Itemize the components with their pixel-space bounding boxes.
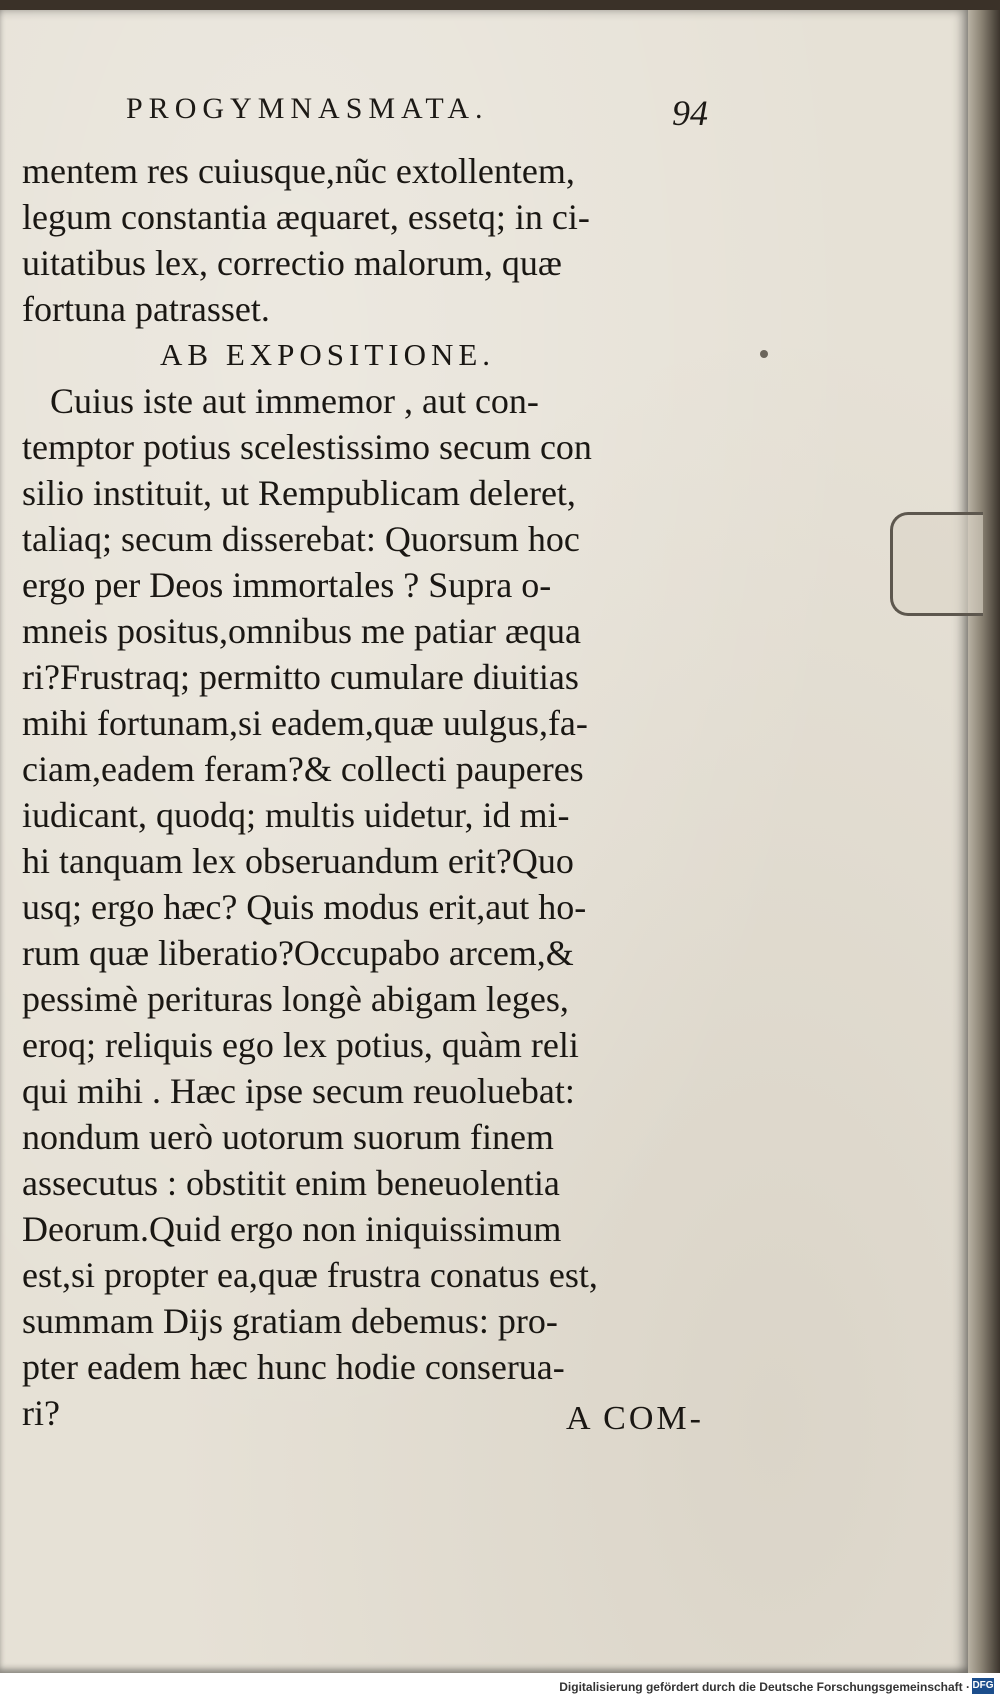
- ink-spot: [760, 350, 768, 358]
- text-line: summam Dijs gratiam debemus: pro-: [22, 1301, 558, 1341]
- text-line: ergo per Deos immortales ? Supra o-: [22, 565, 552, 605]
- text-line: temptor potius scelestissimo secum con: [22, 427, 592, 467]
- text-line: mihi fortunam,si eadem,quæ uulgus,fa-: [22, 703, 588, 743]
- text-line: rum quæ liberatio?Occupabo arcem,&: [22, 933, 574, 973]
- text-line: ri?Frustraq; permitto cumulare diuitias: [22, 657, 579, 697]
- text-line: qui mihi . Hæc ipse secum reuoluebat:: [22, 1071, 575, 1111]
- text-line: iudicant, quodq; multis uidetur, id mi-: [22, 795, 570, 835]
- text-line: Deorum.Quid ergo non iniquissimum: [22, 1209, 562, 1249]
- section-heading: AB EXPOSITIONE.: [160, 337, 496, 372]
- text-line: ri?: [22, 1393, 60, 1433]
- text-line: mentem res cuiusque,nũc extollentem,: [22, 151, 575, 191]
- funding-credit: Digitalisierung gefördert durch die Deutsche Forschungsgemeinschaft ·: [559, 1680, 970, 1694]
- page-number: 94: [672, 93, 708, 133]
- page-clip: [890, 512, 983, 616]
- text-line: est,si propter ea,quæ frustra conatus est,: [22, 1255, 598, 1295]
- page-edge: [968, 10, 1000, 1673]
- dfg-logo: DFG: [972, 1678, 994, 1694]
- text-line: taliaq; secum disserebat: Quorsum hoc: [22, 519, 580, 559]
- text-line: silio instituit, ut Rempublicam deleret,: [22, 473, 576, 513]
- text-line: hi tanquam lex obseruandum erit?Quo: [22, 841, 574, 881]
- text-line: ciam,eadem feram?& collecti pauperes: [22, 749, 584, 789]
- text-line: Cuius iste aut immemor , aut con-: [50, 381, 539, 421]
- text-line: eroq; reliquis ego lex potius, quàm reli: [22, 1025, 579, 1065]
- text-line: pter eadem hæc hunc hodie conserua-: [22, 1347, 565, 1387]
- text-line: usq; ergo hæc? Quis modus erit,aut ho-: [22, 887, 587, 927]
- text-line: legum constantia æquaret, essetq; in ci-: [22, 197, 590, 237]
- text-line: mneis positus,omnibus me patiar æqua: [22, 611, 581, 651]
- catchword: A COM-: [566, 1400, 704, 1437]
- text-line: uitatibus lex, correctio malorum, quæ: [22, 243, 562, 283]
- text-line: nondum uerò uotorum suorum finem: [22, 1117, 554, 1157]
- body-text: [22, 148, 722, 1436]
- text-line: fortuna patrasset.: [22, 289, 270, 329]
- text-line: pessimè perituras longè abigam leges,: [22, 979, 569, 1019]
- running-head: PROGYMNASMATA.: [126, 92, 489, 125]
- text-line: assecutus : obstitit enim beneuolentia: [22, 1163, 560, 1203]
